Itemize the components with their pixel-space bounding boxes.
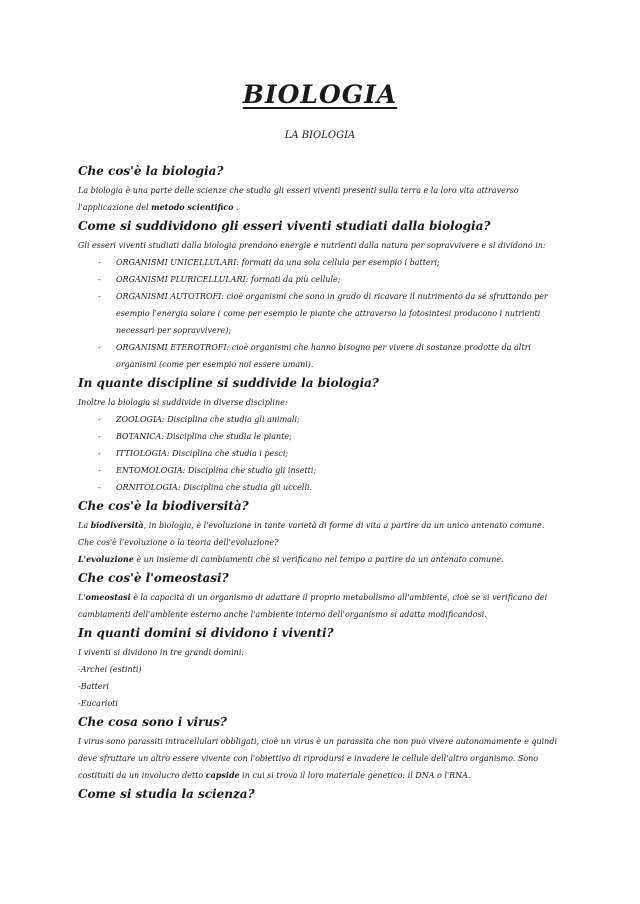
section-virus (78, 714, 568, 784)
page-title: BIOLOGIA (242, 80, 398, 109)
paragraph-text: è la capacità di un organismo di adattare il proprio metabolismo all'ambiente, cioè se si verificano dei cambiamenti dell'ambiente esterno anche l'ambiente interno dell'organismo si adatta modificandosi. (78, 593, 548, 619)
paragraph-text: è un insieme di cambiamenti che si verificano nel tempo a partire da un antenato comune. (133, 555, 504, 564)
section-cos-e-biologia (78, 163, 568, 216)
bold-term: biodiversità (90, 520, 144, 530)
paragraph-text: in cui si trova il loro materiale genetico: il DNA o l'RNA. (239, 771, 471, 780)
section-heading: Come si studia la scienza? (78, 787, 255, 801)
paragraph: -Archei (estinti) (78, 665, 142, 674)
paragraph-text: La (78, 521, 91, 530)
section-discipline (78, 375, 568, 496)
paragraph: I viventi si dividono in tre grandi domini: (78, 648, 245, 657)
section-heading: Che cosa sono i virus? (78, 715, 227, 729)
section-esseri-viventi (78, 218, 568, 373)
list-item: - ORNITOLOGIA: Disciplina che studia gli uccelli. (78, 479, 568, 496)
section-heading: Che cos'è l'omeostasi? (78, 571, 229, 585)
paragraph (78, 589, 568, 623)
paragraph-text: La biologia è una parte delle scienze che studia gli esseri viventi presenti sulla terra e la loro vita attraverso l'applicazione del (78, 186, 519, 212)
list-item: - ORGANISMI UNICELLULARI: formati da una sola cellula per esempio i batteri; (78, 254, 568, 271)
paragraph: -Batteri (78, 682, 109, 691)
list-item: - ENTOMOLOGIA: Disciplina che studia gli insetti; (78, 462, 568, 479)
paragraph: -Eucarioti (78, 699, 118, 708)
paragraph-text: , in biologia, è l'evoluzione in tante varietà di forme di vita a partire da un unico antenato comune. (143, 521, 545, 530)
paragraph (78, 517, 568, 534)
discipline-list (78, 411, 568, 496)
paragraph-text: I virus sono parassiti intracellulari obbligati, cioè un virus è un parassita che non può vivere autonomamente e quindi deve sfruttare un altro essere vivente con l'obiettivo di riprodursi e invadere le cellule dell'altro organismo. Sono costituiti da un involucro detto (78, 737, 558, 780)
list-item: - ITTIOLOGIA: Disciplina che studia i pesci; (78, 445, 568, 462)
section-heading: Che cos'è la biodiversità? (78, 499, 249, 513)
section-heading: Come si suddividono gli esseri viventi studiati dalla biologia? (78, 219, 491, 233)
bold-term: capside (205, 770, 240, 780)
section-biodiversita (78, 498, 568, 568)
list-item: - ZOOLOGIA: Disciplina che studia gli animali; (78, 411, 568, 428)
list-item: - BOTANICA: Disciplina che studia le piante; (78, 428, 568, 445)
paragraph: Gli esseri viventi studiati dalla biologia prendono energie e nutrienti dalla natura per sopravvivere e si dividono in: (78, 241, 546, 250)
bold-term: omeostasi (85, 592, 131, 602)
organism-list (78, 254, 568, 373)
section-heading: Che cos'è la biologia? (78, 164, 224, 178)
section-omeostasi (78, 570, 568, 623)
list-item: - ORGANISMI AUTOTROFI: cioè organismi che sono in grado di ricavare il nutrimento da sé sfruttando per esempio l'energia solare ( come per esempio le piante che attraverso la fotosintesi producono i nutrienti necessari per sopravvivere); (78, 288, 568, 339)
list-item: - ORGANISMI ETEROTROFI: cioè organismi che hanno bisogno per vivere di sostanze prodotte da altri organismi (come per esempio noi essere umani). (78, 339, 568, 373)
paragraph (78, 733, 568, 784)
document-body (78, 163, 568, 805)
bold-term: L'evoluzione (78, 554, 134, 564)
bold-term: metodo scientifico (151, 202, 234, 212)
section-domini (78, 625, 568, 712)
paragraph (78, 182, 568, 216)
section-heading: In quanti domini si dividono i viventi? (78, 626, 334, 640)
paragraph: Inoltre la biologia si suddivide in diverse discipline: (78, 398, 288, 407)
paragraph-text: . (233, 203, 239, 212)
page-subtitle: LA BIOLOGIA (284, 130, 356, 141)
paragraph-text: L' (78, 593, 86, 602)
section-scienza (78, 786, 568, 802)
paragraph (78, 551, 568, 568)
paragraph: Che cos'è l'evoluzione o la teoria dell'evoluzione? (78, 538, 279, 547)
list-item: - ORGANISMI PLURICELLULARI: formati da più cellule; (78, 271, 568, 288)
section-heading: In quante discipline si suddivide la biologia? (78, 376, 379, 390)
